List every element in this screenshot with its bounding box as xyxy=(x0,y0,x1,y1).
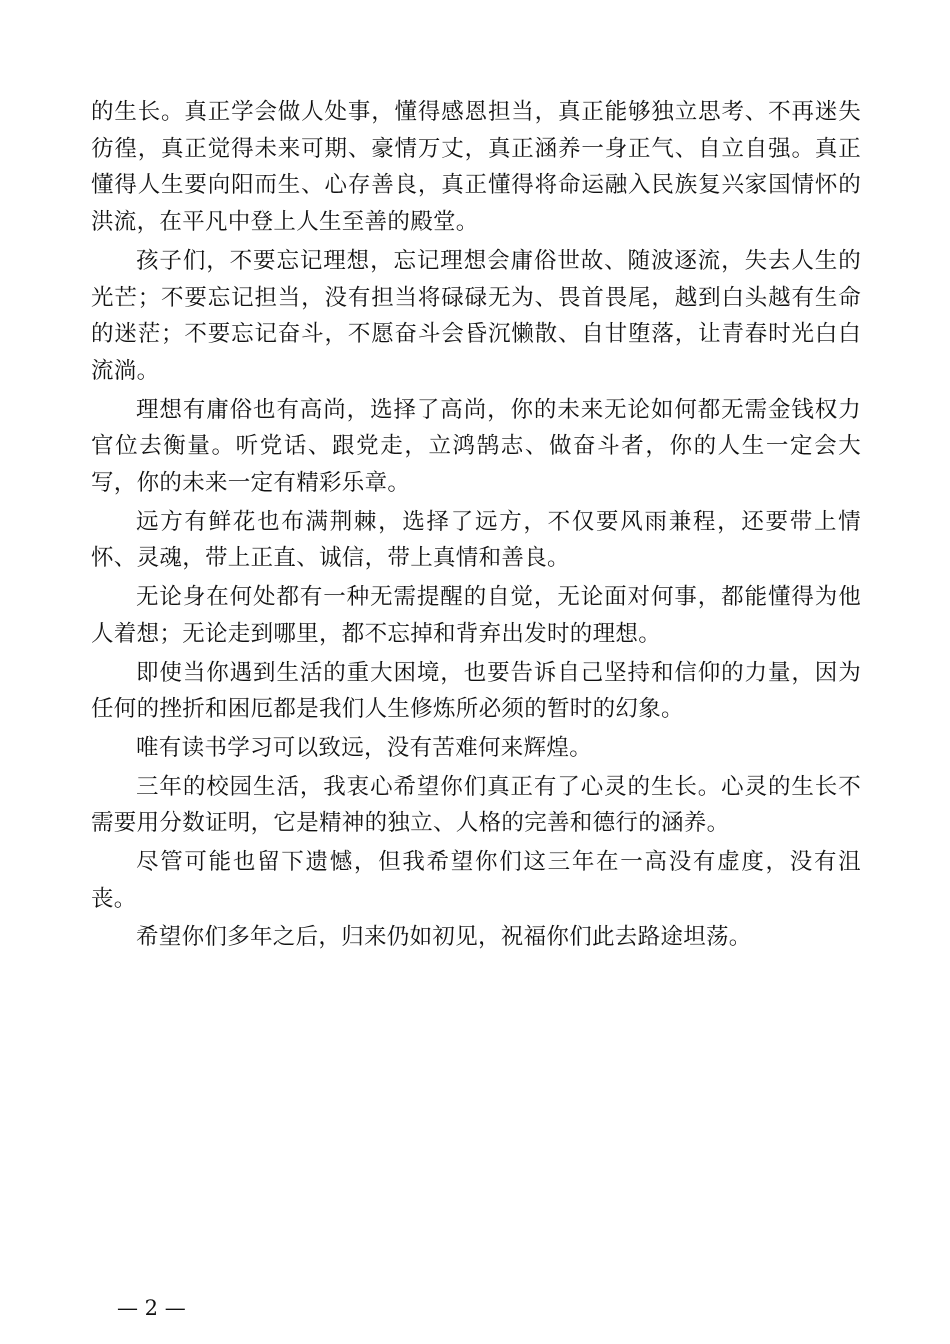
paragraph-10: 希望你们多年之后，归来仍如初见，祝福你们此去路途坦荡。 xyxy=(136,924,752,951)
document-body xyxy=(91,94,861,958)
paragraph-8: 三年的校园生活，我衷心希望你们真正有了心灵的生长。心灵的生长不需要用分数证明，它是精神的独立、人格的完善和德行的涵养。 xyxy=(91,773,861,837)
paragraph-7: 唯有读书学习可以致远，没有苦难何来辉煌。 xyxy=(136,734,593,761)
paragraph-3: 理想有庸俗也有高尚，选择了高尚，你的未来无论如何都无需金钱权力官位去衡量。听党话、跟党走，立鸿鹄志、做奋斗者，你的人生一定会大写，你的未来一定有精彩乐章。 xyxy=(91,396,861,497)
paragraph-2: 孩子们，不要忘记理想，忘记理想会庸俗世故、随波逐流，失去人生的光芒；不要忘记担当，没有担当将碌碌无为、畏首畏尾，越到白头越有生命的迷茫；不要忘记奋斗，不愿奋斗会昏沉懒散、自甘堕落，让青春时光白白流淌。 xyxy=(91,247,861,384)
paragraph-1: 的生长。真正学会做人处事，懂得感恩担当，真正能够独立思考、不再迷失彷徨，真正觉得未来可期、豪情万丈，真正涵养一身正气、自立自强。真正懂得人生要向阳而生、心存善良，真正懂得将命运融入民族复兴家国情怀的洪流，在平凡中登上人生至善的殿堂。 xyxy=(91,99,861,236)
page-number: — 2 — xyxy=(117,1296,186,1320)
paragraph-9: 尽管可能也留下遗憾，但我希望你们这三年在一高没有虚度，没有沮丧。 xyxy=(91,849,861,912)
paragraph-5: 无论身在何处都有一种无需提醒的自觉，无论面对何事，都能懂得为他人着想；无论走到哪里，都不忘掉和背弃出发时的理想。 xyxy=(91,584,861,647)
paragraph-4: 远方有鲜花也布满荆棘，选择了远方，不仅要风雨兼程，还要带上情怀、灵魂，带上正直、诚信，带上真情和善良。 xyxy=(91,508,861,572)
paragraph-6: 即使当你遇到生活的重大困境，也要告诉自己坚持和信仰的力量，因为任何的挫折和困厄都是我们人生修炼所必须的暂时的幻象。 xyxy=(91,659,861,723)
